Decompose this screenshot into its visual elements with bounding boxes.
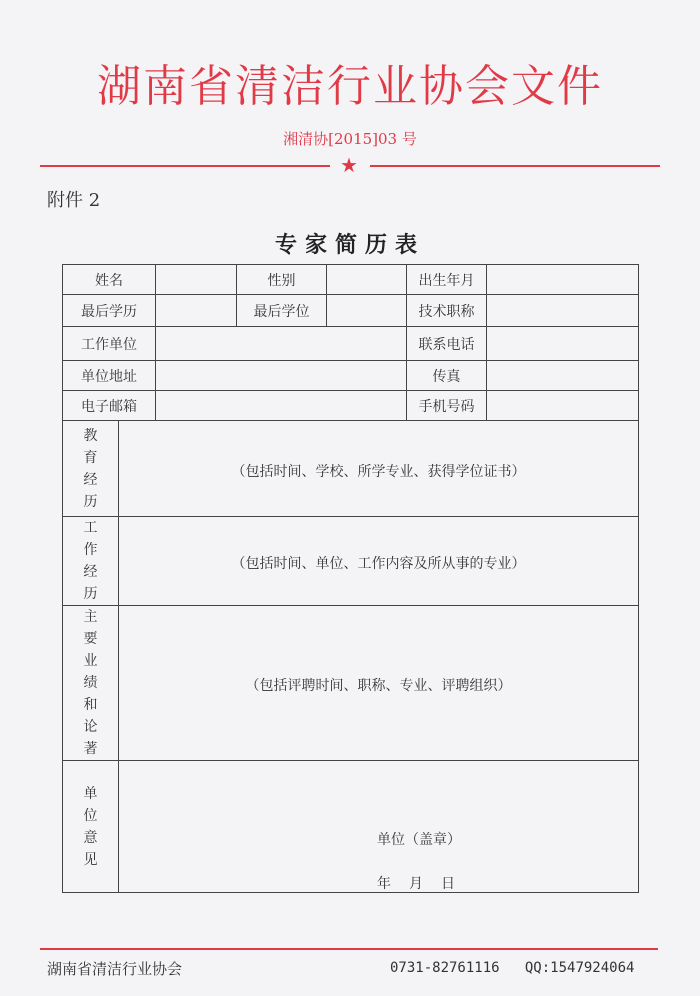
header-rule-right xyxy=(370,165,660,167)
mobile-label: 手机号码 xyxy=(407,391,487,421)
org-title: 湖南省清洁行业协会文件 xyxy=(97,61,603,112)
fax-field[interactable] xyxy=(487,361,639,391)
footer-rule xyxy=(40,948,658,950)
employer-field[interactable] xyxy=(156,327,407,361)
achievements-row xyxy=(63,606,639,761)
document-number: 湘清协[2015]03 号 xyxy=(283,130,417,148)
attachment-label: 附件 2 xyxy=(47,190,101,211)
footer-qq: QQ:1547924064 xyxy=(524,960,635,976)
address-label: 单位地址 xyxy=(63,361,156,391)
achievements-label: 主要业绩和论著 xyxy=(63,606,119,761)
header-rule-left xyxy=(40,165,330,167)
gender-field[interactable] xyxy=(327,265,407,295)
name-field[interactable] xyxy=(156,265,237,295)
phone-label: 联系电话 xyxy=(407,327,487,361)
degree-field[interactable] xyxy=(327,295,407,327)
unit-opinion-row xyxy=(63,761,639,893)
date-label: 年 月 日 xyxy=(377,876,457,892)
form-row-address xyxy=(63,361,639,391)
work-history-label: 工作经历 xyxy=(63,517,119,606)
footer-org: 湖南省清洁行业协会 xyxy=(47,960,183,978)
address-field[interactable] xyxy=(156,361,407,391)
form-title: 专家简历表 xyxy=(274,232,425,258)
birth-label: 出生年月 xyxy=(407,265,487,295)
education-history-field[interactable] xyxy=(119,421,639,517)
gender-label: 性别 xyxy=(237,265,327,295)
education-field[interactable] xyxy=(156,295,237,327)
footer-contact xyxy=(390,960,634,976)
title-label: 技术职称 xyxy=(407,295,487,327)
education-history-label: 教育经历 xyxy=(63,421,119,517)
education-history-row xyxy=(63,421,639,517)
unit-opinion-field[interactable] xyxy=(119,761,639,893)
form-row-basic xyxy=(63,265,639,295)
education-label: 最后学历 xyxy=(63,295,156,327)
achievements-hint: （包括评聘时间、职称、专业、评聘组织） xyxy=(245,678,512,694)
employer-label: 工作单位 xyxy=(63,327,156,361)
work-history-row xyxy=(63,517,639,606)
title-field[interactable] xyxy=(487,295,639,327)
email-field[interactable] xyxy=(156,391,407,421)
unit-opinion-label: 单位意见 xyxy=(63,761,119,893)
name-label: 姓名 xyxy=(63,265,156,295)
stamp-label: 单位（盖章） xyxy=(377,832,461,848)
degree-label: 最后学位 xyxy=(237,295,327,327)
work-history-hint: （包括时间、单位、工作内容及所从事的专业） xyxy=(231,556,526,572)
footer-phone: 0731-82761116 xyxy=(390,960,500,976)
form-row-qualification xyxy=(63,295,639,327)
form-row-employer xyxy=(63,327,639,361)
star-icon: ★ xyxy=(340,153,358,177)
phone-field[interactable] xyxy=(487,327,639,361)
achievements-field[interactable] xyxy=(119,606,639,761)
mobile-field[interactable] xyxy=(487,391,639,421)
birth-field[interactable] xyxy=(487,265,639,295)
work-history-field[interactable] xyxy=(119,517,639,606)
email-label: 电子邮箱 xyxy=(63,391,156,421)
form-row-email xyxy=(63,391,639,421)
education-history-hint: （包括时间、学校、所学专业、获得学位证书） xyxy=(231,463,526,480)
fax-label: 传真 xyxy=(407,361,487,391)
resume-form-table xyxy=(62,264,639,893)
